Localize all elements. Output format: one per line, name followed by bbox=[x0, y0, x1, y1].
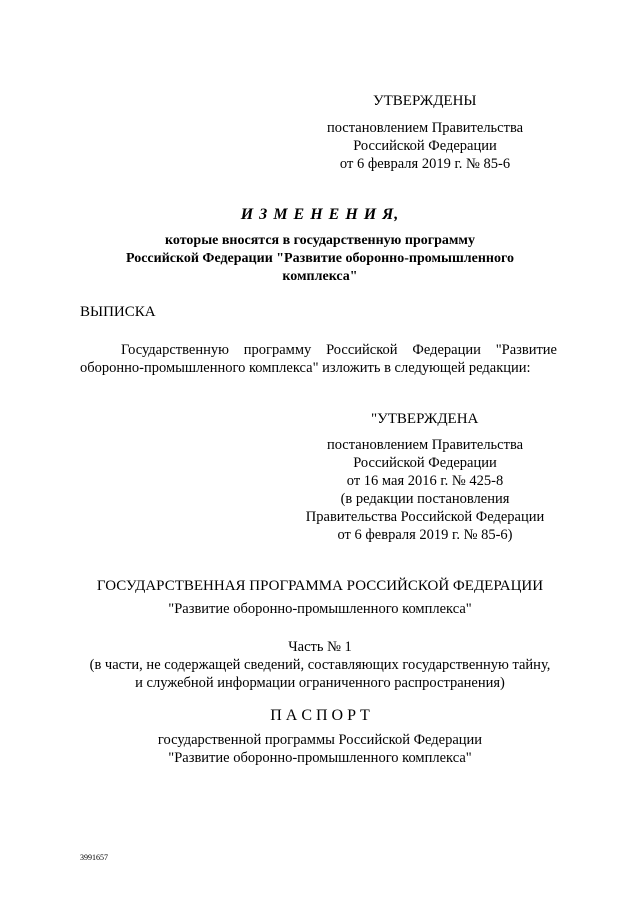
passport-line-2: "Развитие оборонно-промышленного комплекса" bbox=[168, 750, 472, 766]
changes-line: комплекса" bbox=[282, 269, 358, 284]
extract-label: ВЫПИСКА bbox=[80, 304, 156, 320]
changes-line: которые вносятся в государственную программу bbox=[165, 233, 475, 248]
part-note-line-1: (в части, не содержащей сведений, составляющих государственную тайну, bbox=[89, 657, 551, 673]
approval2-line: (в редакции постановления bbox=[340, 491, 510, 507]
approval-title: УТВЕРЖДЕНЫ bbox=[373, 93, 477, 109]
changes-title: И З М Е Н Е Н И Я, bbox=[240, 206, 400, 223]
approval2-line: от 16 мая 2016 г. № 425-8 bbox=[346, 473, 504, 489]
passport-line-1: государственной программы Российской Федерации bbox=[157, 732, 483, 748]
intro-line-2: оборонно-промышленного комплекса" изложить в следующей редакции: bbox=[80, 360, 531, 376]
approval-line: Российской Федерации bbox=[353, 138, 497, 154]
approval2-line: от 6 февраля 2019 г. № 85-6) bbox=[337, 527, 513, 543]
approval2-line: Правительства Российской Федерации bbox=[305, 509, 545, 525]
program-title: ГОСУДАРСТВЕННАЯ ПРОГРАММА РОССИЙСКОЙ ФЕДЕРАЦИИ bbox=[96, 578, 544, 594]
approval-line: постановлением Правительства bbox=[326, 120, 524, 136]
program-subtitle: "Развитие оборонно-промышленного комплекса" bbox=[168, 601, 472, 617]
approval2-title: "УТВЕРЖДЕНА bbox=[371, 411, 479, 427]
part-note-line-2: и служебной информации ограниченного распространения) bbox=[135, 675, 505, 691]
passport-title: П А С П О Р Т bbox=[270, 707, 370, 724]
approval2-line: постановлением Правительства bbox=[326, 437, 524, 453]
part-label: Часть № 1 bbox=[288, 639, 352, 655]
approval2-line: Российской Федерации bbox=[353, 455, 497, 471]
document-number: 3991657 bbox=[80, 853, 108, 862]
approval-line: от 6 февраля 2019 г. № 85-6 bbox=[339, 156, 511, 172]
intro-line-1: Государственную программу Российской Федерации "Развитие bbox=[121, 342, 557, 358]
changes-line: Российской Федерации "Развитие оборонно-промышленного bbox=[126, 251, 514, 266]
